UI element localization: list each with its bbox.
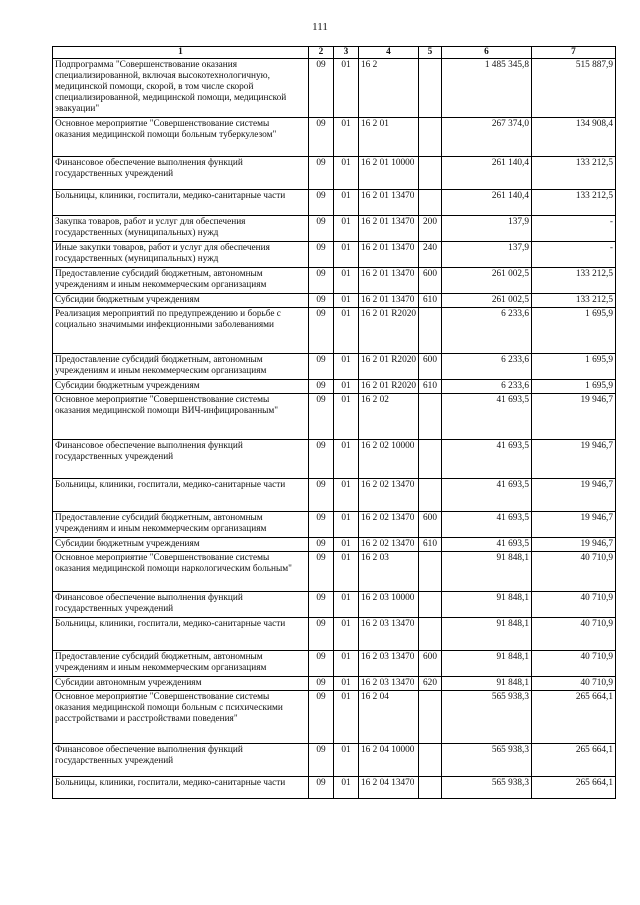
target-article-cell: 16 2 01 13470	[359, 268, 419, 294]
amount-cell-7: -	[532, 242, 616, 268]
chapter-cell: 09	[309, 479, 334, 512]
amount-cell-6: 91 848,1	[442, 618, 532, 651]
amount-cell-7: 40 710,9	[532, 677, 616, 691]
item-name-cell: Финансовое обеспечение выполнения функций государственных учреждений	[53, 744, 309, 777]
subsection-cell: 01	[334, 651, 359, 677]
chapter-cell: 09	[309, 157, 334, 190]
table-row	[53, 618, 616, 651]
amount-cell-7: 1 695,9	[532, 380, 616, 394]
item-name-cell: Закупка товаров, работ и услуг для обеспечения государственных (муниципальных) нужд	[53, 216, 309, 242]
amount-cell-7: 133 212,5	[532, 294, 616, 308]
amount-cell-7: 1 695,9	[532, 354, 616, 380]
table-row	[53, 216, 616, 242]
target-article-cell: 16 2 03	[359, 552, 419, 592]
item-name-cell: Реализация мероприятий по предупреждению и борьбе с социально значимыми инфекционными заболеваниями	[53, 308, 309, 354]
chapter-cell: 09	[309, 651, 334, 677]
expense-type-cell: 240	[419, 242, 442, 268]
item-name-cell: Основное мероприятие "Совершенствование системы оказания медицинской помощи ВИЧ-инфицированным"	[53, 394, 309, 440]
expense-type-cell: 200	[419, 216, 442, 242]
target-article-cell: 16 2 02 10000	[359, 440, 419, 479]
amount-cell-6: 137,9	[442, 216, 532, 242]
table-row	[53, 651, 616, 677]
expense-type-cell	[419, 394, 442, 440]
amount-cell-7: 134 908,4	[532, 118, 616, 157]
table-row	[53, 268, 616, 294]
item-name-cell: Больницы, клиники, госпитали, медико-санитарные части	[53, 777, 309, 799]
target-article-cell: 16 2 01 13470	[359, 190, 419, 216]
expense-type-cell: 600	[419, 651, 442, 677]
amount-cell-6: 6 233,6	[442, 354, 532, 380]
amount-cell-6: 6 233,6	[442, 308, 532, 354]
item-name-cell: Субсидии автономным учреждениям	[53, 677, 309, 691]
amount-cell-7: 265 664,1	[532, 777, 616, 799]
subsection-cell: 01	[334, 538, 359, 552]
subsection-cell: 01	[334, 691, 359, 744]
amount-cell-6: 565 938,3	[442, 691, 532, 744]
amount-cell-6: 41 693,5	[442, 440, 532, 479]
target-article-cell: 16 2 03 13470	[359, 651, 419, 677]
subsection-cell: 01	[334, 157, 359, 190]
subsection-cell: 01	[334, 677, 359, 691]
item-name-cell: Субсидии бюджетным учреждениям	[53, 380, 309, 394]
target-article-cell: 16 2 01 10000	[359, 157, 419, 190]
amount-cell-6: 41 693,5	[442, 538, 532, 552]
table-row	[53, 380, 616, 394]
item-name-cell: Финансовое обеспечение выполнения функций государственных учреждений	[53, 592, 309, 618]
table-row	[53, 479, 616, 512]
item-name-cell: Основное мероприятие "Совершенствование системы оказания медицинской помощи больным туберкулезом"	[53, 118, 309, 157]
amount-cell-7: 133 212,5	[532, 190, 616, 216]
chapter-cell: 09	[309, 308, 334, 354]
target-article-cell: 16 2 01 13470	[359, 294, 419, 308]
item-name-cell: Предоставление субсидий бюджетным, автономным учреждениям и иным некоммерческим организациям	[53, 268, 309, 294]
chapter-cell: 09	[309, 394, 334, 440]
table-row	[53, 394, 616, 440]
target-article-cell: 16 2 03 13470	[359, 677, 419, 691]
amount-cell-7: 40 710,9	[532, 552, 616, 592]
header-cell: 6	[442, 47, 532, 59]
amount-cell-6: 91 848,1	[442, 592, 532, 618]
subsection-cell: 01	[334, 59, 359, 118]
item-name-cell: Финансовое обеспечение выполнения функций государственных учреждений	[53, 157, 309, 190]
expense-type-cell: 610	[419, 294, 442, 308]
header-row	[53, 47, 616, 59]
subsection-cell: 01	[334, 190, 359, 216]
amount-cell-7: 265 664,1	[532, 691, 616, 744]
amount-cell-6: 261 140,4	[442, 157, 532, 190]
table-row	[53, 512, 616, 538]
target-article-cell: 16 2 01 R2020	[359, 380, 419, 394]
expense-type-cell	[419, 691, 442, 744]
amount-cell-7: 1 695,9	[532, 308, 616, 354]
table-row	[53, 190, 616, 216]
target-article-cell: 16 2	[359, 59, 419, 118]
target-article-cell: 16 2 02	[359, 394, 419, 440]
expense-type-cell: 610	[419, 538, 442, 552]
item-name-cell: Предоставление субсидий бюджетным, автономным учреждениям и иным некоммерческим организациям	[53, 651, 309, 677]
chapter-cell: 09	[309, 354, 334, 380]
amount-cell-7: -	[532, 216, 616, 242]
target-article-cell: 16 2 01	[359, 118, 419, 157]
target-article-cell: 16 2 04	[359, 691, 419, 744]
chapter-cell: 09	[309, 618, 334, 651]
target-article-cell: 16 2 03 10000	[359, 592, 419, 618]
expense-type-cell	[419, 618, 442, 651]
item-name-cell: Основное мероприятие "Совершенствование системы оказания медицинской помощи больным с психическими расстройствами и расстройствами поведения"	[53, 691, 309, 744]
expense-type-cell	[419, 59, 442, 118]
target-article-cell: 16 2 02 13470	[359, 512, 419, 538]
expense-type-cell: 610	[419, 380, 442, 394]
expense-type-cell	[419, 118, 442, 157]
subsection-cell: 01	[334, 354, 359, 380]
subsection-cell: 01	[334, 394, 359, 440]
table-row	[53, 308, 616, 354]
table-row	[53, 592, 616, 618]
amount-cell-6: 267 374,0	[442, 118, 532, 157]
item-name-cell: Больницы, клиники, госпитали, медико-санитарные части	[53, 190, 309, 216]
amount-cell-7: 19 946,7	[532, 512, 616, 538]
expense-type-cell: 600	[419, 512, 442, 538]
chapter-cell: 09	[309, 216, 334, 242]
expense-type-cell	[419, 744, 442, 777]
page-number: 111	[312, 21, 328, 33]
header-cell: 4	[359, 47, 419, 59]
subsection-cell: 01	[334, 479, 359, 512]
chapter-cell: 09	[309, 512, 334, 538]
table-row	[53, 744, 616, 777]
subsection-cell: 01	[334, 777, 359, 799]
table-row	[53, 677, 616, 691]
target-article-cell: 16 2 04 13470	[359, 777, 419, 799]
subsection-cell: 01	[334, 268, 359, 294]
subsection-cell: 01	[334, 552, 359, 592]
subsection-cell: 01	[334, 308, 359, 354]
table-row	[53, 691, 616, 744]
amount-cell-6: 137,9	[442, 242, 532, 268]
amount-cell-7: 265 664,1	[532, 744, 616, 777]
table-row	[53, 552, 616, 592]
item-name-cell: Основное мероприятие "Совершенствование системы оказания медицинской помощи наркологическим больным"	[53, 552, 309, 592]
amount-cell-7: 19 946,7	[532, 440, 616, 479]
header-cell: 2	[309, 47, 334, 59]
chapter-cell: 09	[309, 777, 334, 799]
target-article-cell: 16 2 02 13470	[359, 479, 419, 512]
expense-type-cell: 600	[419, 268, 442, 294]
chapter-cell: 09	[309, 294, 334, 308]
target-article-cell: 16 2 03 13470	[359, 618, 419, 651]
target-article-cell: 16 2 04 10000	[359, 744, 419, 777]
header-cell: 1	[53, 47, 309, 59]
amount-cell-6: 41 693,5	[442, 479, 532, 512]
target-article-cell: 16 2 01 13470	[359, 216, 419, 242]
amount-cell-7: 133 212,5	[532, 268, 616, 294]
amount-cell-7: 40 710,9	[532, 592, 616, 618]
amount-cell-6: 261 002,5	[442, 268, 532, 294]
table-row	[53, 538, 616, 552]
expense-type-cell: 620	[419, 677, 442, 691]
subsection-cell: 01	[334, 440, 359, 479]
expense-type-cell	[419, 479, 442, 512]
subsection-cell: 01	[334, 618, 359, 651]
subsection-cell: 01	[334, 380, 359, 394]
amount-cell-7: 19 946,7	[532, 538, 616, 552]
item-name-cell: Иные закупки товаров, работ и услуг для обеспечения государственных (муниципальных) нужд	[53, 242, 309, 268]
expense-type-cell	[419, 552, 442, 592]
subsection-cell: 01	[334, 294, 359, 308]
amount-cell-7: 133 212,5	[532, 157, 616, 190]
target-article-cell: 16 2 01 R2020	[359, 354, 419, 380]
subsection-cell: 01	[334, 216, 359, 242]
target-article-cell: 16 2 01 R2020	[359, 308, 419, 354]
expense-type-cell	[419, 592, 442, 618]
amount-cell-6: 565 938,3	[442, 777, 532, 799]
amount-cell-6: 41 693,5	[442, 394, 532, 440]
budget-table	[52, 46, 616, 799]
amount-cell-7: 40 710,9	[532, 651, 616, 677]
item-name-cell: Больницы, клиники, госпитали, медико-санитарные части	[53, 618, 309, 651]
chapter-cell: 09	[309, 440, 334, 479]
table-row	[53, 354, 616, 380]
target-article-cell: 16 2 01 13470	[359, 242, 419, 268]
expense-type-cell: 600	[419, 354, 442, 380]
chapter-cell: 09	[309, 592, 334, 618]
expense-type-cell	[419, 157, 442, 190]
amount-cell-6: 1 485 345,8	[442, 59, 532, 118]
item-name-cell: Финансовое обеспечение выполнения функций государственных учреждений	[53, 440, 309, 479]
amount-cell-7: 40 710,9	[532, 618, 616, 651]
chapter-cell: 09	[309, 677, 334, 691]
amount-cell-6: 91 848,1	[442, 651, 532, 677]
table-row	[53, 118, 616, 157]
amount-cell-7: 19 946,7	[532, 479, 616, 512]
expense-type-cell	[419, 777, 442, 799]
expense-type-cell	[419, 440, 442, 479]
table-row	[53, 157, 616, 190]
chapter-cell: 09	[309, 744, 334, 777]
amount-cell-6: 261 002,5	[442, 294, 532, 308]
chapter-cell: 09	[309, 538, 334, 552]
header-cell: 7	[532, 47, 616, 59]
chapter-cell: 09	[309, 380, 334, 394]
subsection-cell: 01	[334, 118, 359, 157]
item-name-cell: Подпрограмма "Совершенствование оказания специализированной, включая высокотехнологичную, медицинской помощи, скорой, в том числе скорой специализированной, медицинской помощи, медицинской эвакуации"	[53, 59, 309, 118]
item-name-cell: Субсидии бюджетным учреждениям	[53, 294, 309, 308]
amount-cell-6: 6 233,6	[442, 380, 532, 394]
amount-cell-7: 515 887,9	[532, 59, 616, 118]
table-row	[53, 294, 616, 308]
item-name-cell: Предоставление субсидий бюджетным, автономным учреждениям и иным некоммерческим организациям	[53, 512, 309, 538]
chapter-cell: 09	[309, 118, 334, 157]
header-cell: 5	[419, 47, 442, 59]
amount-cell-6: 41 693,5	[442, 512, 532, 538]
item-name-cell: Больницы, клиники, госпитали, медико-санитарные части	[53, 479, 309, 512]
amount-cell-6: 91 848,1	[442, 552, 532, 592]
item-name-cell: Субсидии бюджетным учреждениям	[53, 538, 309, 552]
item-name-cell: Предоставление субсидий бюджетным, автономным учреждениям и иным некоммерческим организациям	[53, 354, 309, 380]
amount-cell-6: 565 938,3	[442, 744, 532, 777]
subsection-cell: 01	[334, 512, 359, 538]
chapter-cell: 09	[309, 268, 334, 294]
expense-type-cell	[419, 308, 442, 354]
table-row	[53, 777, 616, 799]
chapter-cell: 09	[309, 691, 334, 744]
table-row	[53, 440, 616, 479]
subsection-cell: 01	[334, 592, 359, 618]
header-cell: 3	[334, 47, 359, 59]
expense-type-cell	[419, 190, 442, 216]
chapter-cell: 09	[309, 190, 334, 216]
chapter-cell: 09	[309, 59, 334, 118]
subsection-cell: 01	[334, 242, 359, 268]
table-row	[53, 242, 616, 268]
chapter-cell: 09	[309, 242, 334, 268]
table-row	[53, 59, 616, 118]
target-article-cell: 16 2 02 13470	[359, 538, 419, 552]
amount-cell-6: 261 140,4	[442, 190, 532, 216]
amount-cell-6: 91 848,1	[442, 677, 532, 691]
subsection-cell: 01	[334, 744, 359, 777]
amount-cell-7: 19 946,7	[532, 394, 616, 440]
chapter-cell: 09	[309, 552, 334, 592]
